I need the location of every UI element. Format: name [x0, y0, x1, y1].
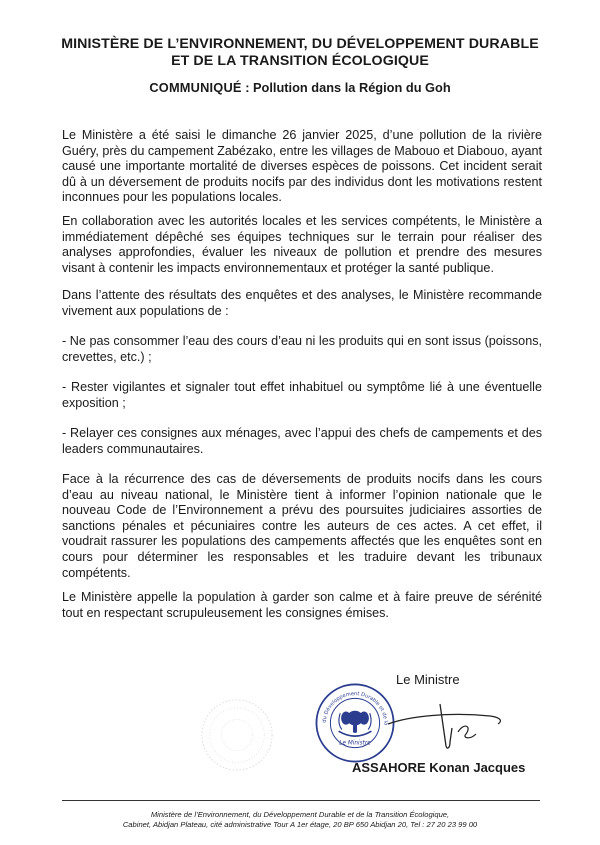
ministry-title-line1: MINISTÈRE DE L’ENVIRONNEMENT, DU DÉVELOPPEMENT DURABLE [61, 36, 539, 52]
bullet-item: - Relayer ces consignes aux ménages, avec l’appui des chefs de campements et des leaders communautaires. [62, 426, 542, 456]
paragraph-incident: Le Ministère a été saisi le dimanche 26 janvier 2025, d’une pollution de la rivière Guéry, près du campement Zabézako, entre les villages de Mabouo et Diabouo, ayant causé une importante mortalité de diverses espèces de poissons. Cet incident serait dû à un déversement de produits nocifs par des individus dont les motivations restent inconnues pour les populations locales. [62, 128, 543, 205]
bullet-item: - Ne pas consommer l’eau des cours d’eau ni les produits qui en sont issus (poissons, crevettes, etc.) ; [62, 334, 542, 364]
stamp-ring-text: du Développement Durable et de la [321, 691, 389, 726]
paragraph-closing: Le Ministère appelle la population à garder son calme et à faire preuve de sérénité tout en respectant scrupuleusement les consignes émises. [62, 590, 542, 620]
embossed-seal-icon [198, 696, 276, 774]
communique-heading [40, 80, 560, 95]
footer-line2: Cabinet, Abidjan Plateau, cité administrative Tour A 1er étage, 20 BP 650 Abidjan 20, Tel : 27 20 23 99 00 [122, 820, 478, 829]
communique-subject: Pollution dans la Région du Goh [253, 80, 451, 95]
elephant-emblem-icon [339, 711, 372, 736]
footer-line1: Ministère de l’Environnement, du Développement Durable et de la Transition Écologique, [150, 810, 450, 819]
footer-divider [62, 800, 540, 801]
ministry-title [40, 36, 560, 70]
communique-separator: : [241, 80, 254, 95]
signatory-title: Le Ministre [396, 672, 460, 687]
stamp-center-text: Le Ministre [339, 740, 371, 747]
ministry-title-line2: ET DE LA TRANSITION ÉCOLOGIQUE [171, 53, 429, 69]
paragraph-legal: Face à la récurrence des cas de déversements de produits nocifs dans les cours d’eau au niveau national, le Ministère tient à informer l’opinion nationale que le nouveau Code de l’Environnement a prévu des poursuites judiciaires assorties de sanctions pénales et pécuniaires contre les auteurs de ces actes. A cet effet, il voudrait rassurer les populations des campements affectés que les enquêtes sont en cours pour déterminer les responsables et les traduire devant les tribunaux compétents. [62, 472, 542, 580]
paragraph-recommendation: Dans l’attente des résultats des enquêtes et des analyses, le Ministère recommande vivement aux populations de : [62, 288, 542, 318]
footer-address [40, 810, 560, 830]
handwritten-signature-icon [380, 698, 510, 758]
bullet-item: - Rester vigilantes et signaler tout effet inhabituel ou symptôme lié à une éventuelle exposition ; [62, 380, 542, 410]
paragraph-response: En collaboration avec les autorités locales et les services compétents, le Ministère a immédiatement dépêché ses équipes techniques sur le terrain pour réaliser des analyses approfondies, évaluer les niveaux de pollution et prendre des mesures visant à contenir les impacts environnementaux et protéger la santé publique. [62, 214, 542, 275]
signatory-name: ASSAHORE Konan Jacques [352, 760, 526, 775]
communique-label: COMMUNIQUÉ [149, 80, 242, 95]
